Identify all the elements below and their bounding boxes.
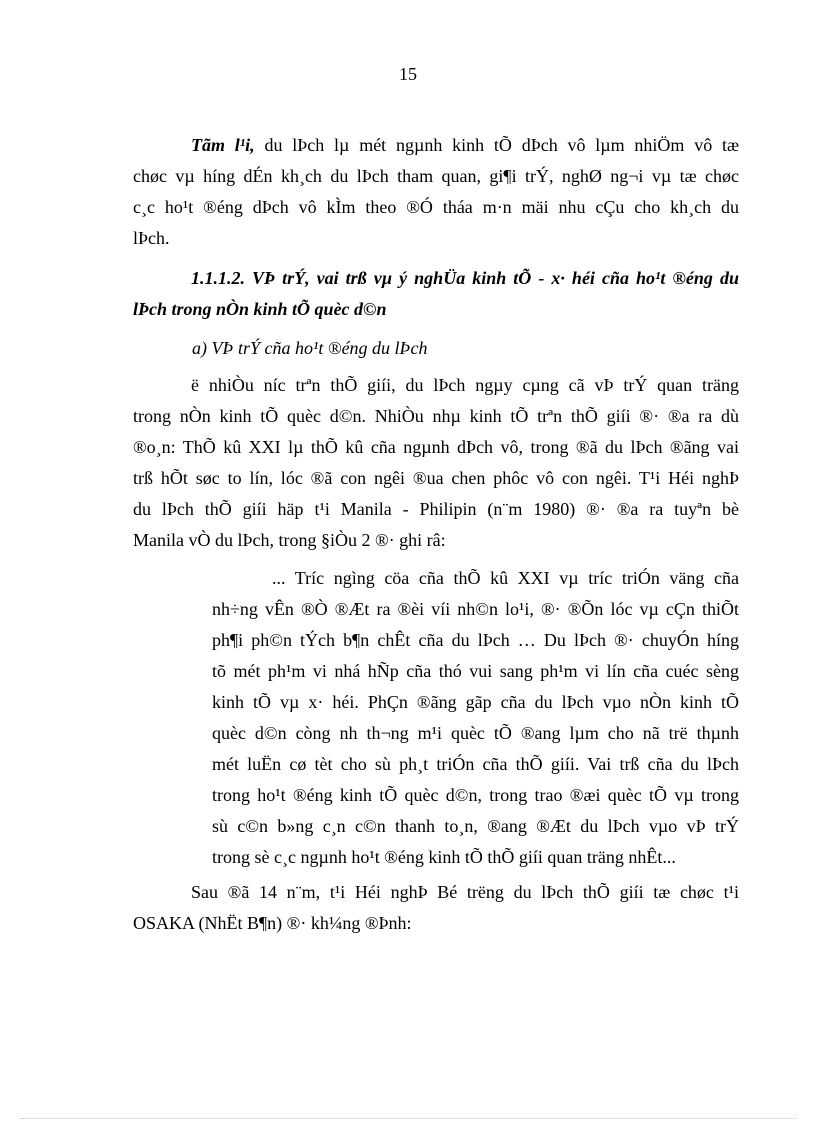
quote-line: nh÷ng vÊn ®Ò ®Æt ra ®èi víi nh©n lo¹i, ®· ®Õn lóc vµ cÇn thiÕt [212,599,739,619]
quote-line: kinh tÕ vµ x· héi. PhÇn ®ãng gãp cña du lÞch vµo nÒn kinh tÕ [212,692,739,712]
quote-line: sù c©n b»ng c¸n c©n thanh to¸n, ®ang ®Æt du lÞch vµo vÞ trÝ [212,816,739,836]
heading-line: 1.1.1.2. VÞ trÝ, vai trß vµ ý nghÜa kinh tÕ - x· héi cña ho¹t ®éng du [191,268,739,288]
text-line: ®o¸n: ThÕ kû XXI lµ thÕ kû cña ngµnh dÞch vô, trong ®ã du lÞch ®ãng vai [133,437,739,457]
text-line: du lÞch thÕ giíi häp t¹i Manila - Philipin (n¨m 1980) ®· ®a ra tuyªn bè [133,499,739,519]
text-line: trong nÒn kinh tÕ quèc d©n. NhiÒu nhµ kinh tÕ trªn thÕ giíi ®· ®a ra dù [133,406,739,426]
quote-line: ph¶i ph©n tÝch b¶n chÊt cña du lÞch … Du lÞch ®· chuyÓn híng [212,630,739,650]
text-line: trß hÕt søc to lín, lóc ®ã con ngêi ®ua chen phôc vô con ngêi. T¹i Héi nghÞ [133,468,739,488]
subsection-heading: a) VÞ trÝ cña ho¹t ®éng du lÞch [192,338,428,358]
quote-line: quèc d©n còng nh th¬ng m¹i quèc tÕ ®ang lµm cho nã trë thµnh [212,723,739,743]
quote-line: mét luËn cø tèt cho sù ph¸t triÓn cña thÕ giíi. Vai trß cña du lÞch [212,754,739,774]
text-line: Sau ®ã 14 n¨m, t¹i Héi nghÞ Bé trëng du lÞch thÕ giíi tæ chøc t¹i [191,882,739,902]
paragraph-definition [133,130,739,285]
heading-line: lÞch trong nÒn kinh tÕ quèc d©n [133,299,387,319]
quote-line: trong ho¹t ®éng kinh tÕ quèc d©n, trong trao ®æi quèc tÕ vµ trong [212,785,739,805]
text-line: OSAKA (NhËt B¶n) ®· kh¼ng ®Þnh: [133,913,412,933]
page-number: 15 [399,64,417,84]
quote-line: trong sè c¸c ngµnh ho¹t ®éng kinh tÕ thÕ giíi quan träng nhÊt... [212,847,676,867]
block-quote [212,563,739,904]
text-line: Tãm l¹i, du lÞch lµ mét ngµnh kinh tÕ dÞch vô lµm nhiÖm vô tæ [191,135,739,155]
text-line: Manila vÒ du lÞch, trong §iÒu 2 ®· ghi râ: [133,530,446,550]
text-line: chøc vµ híng dÉn kh¸ch du lÞch tham quan, gi¶i trÝ, nghØ ng¬i vµ tæ chøc [133,166,739,186]
text-line: ë nhiÒu níc trªn thÕ giíi, du lÞch ngµy cµng cã vÞ trÝ quan träng [191,375,739,395]
paragraph-osaka [133,877,739,970]
lead-phrase: Tãm l¹i, [191,135,255,155]
quote-line: ... Tríc ngìng cöa cña thÕ kû XXI vµ tríc triÓn väng cña [272,568,739,588]
text-line: lÞch. [133,228,170,248]
quote-line: tõ mét ph¹m vi nhá hÑp cña thó vui sang ph¹m vi lín cña cuéc sèng [212,661,739,681]
paragraph-position [133,370,739,587]
text-line: c¸c ho¹t ®éng dÞch vô kÌm theo ®Ó tháa m·n mäi nhu cÇu cho kh¸ch du [133,197,739,217]
page-bottom-divider [20,1118,796,1119]
